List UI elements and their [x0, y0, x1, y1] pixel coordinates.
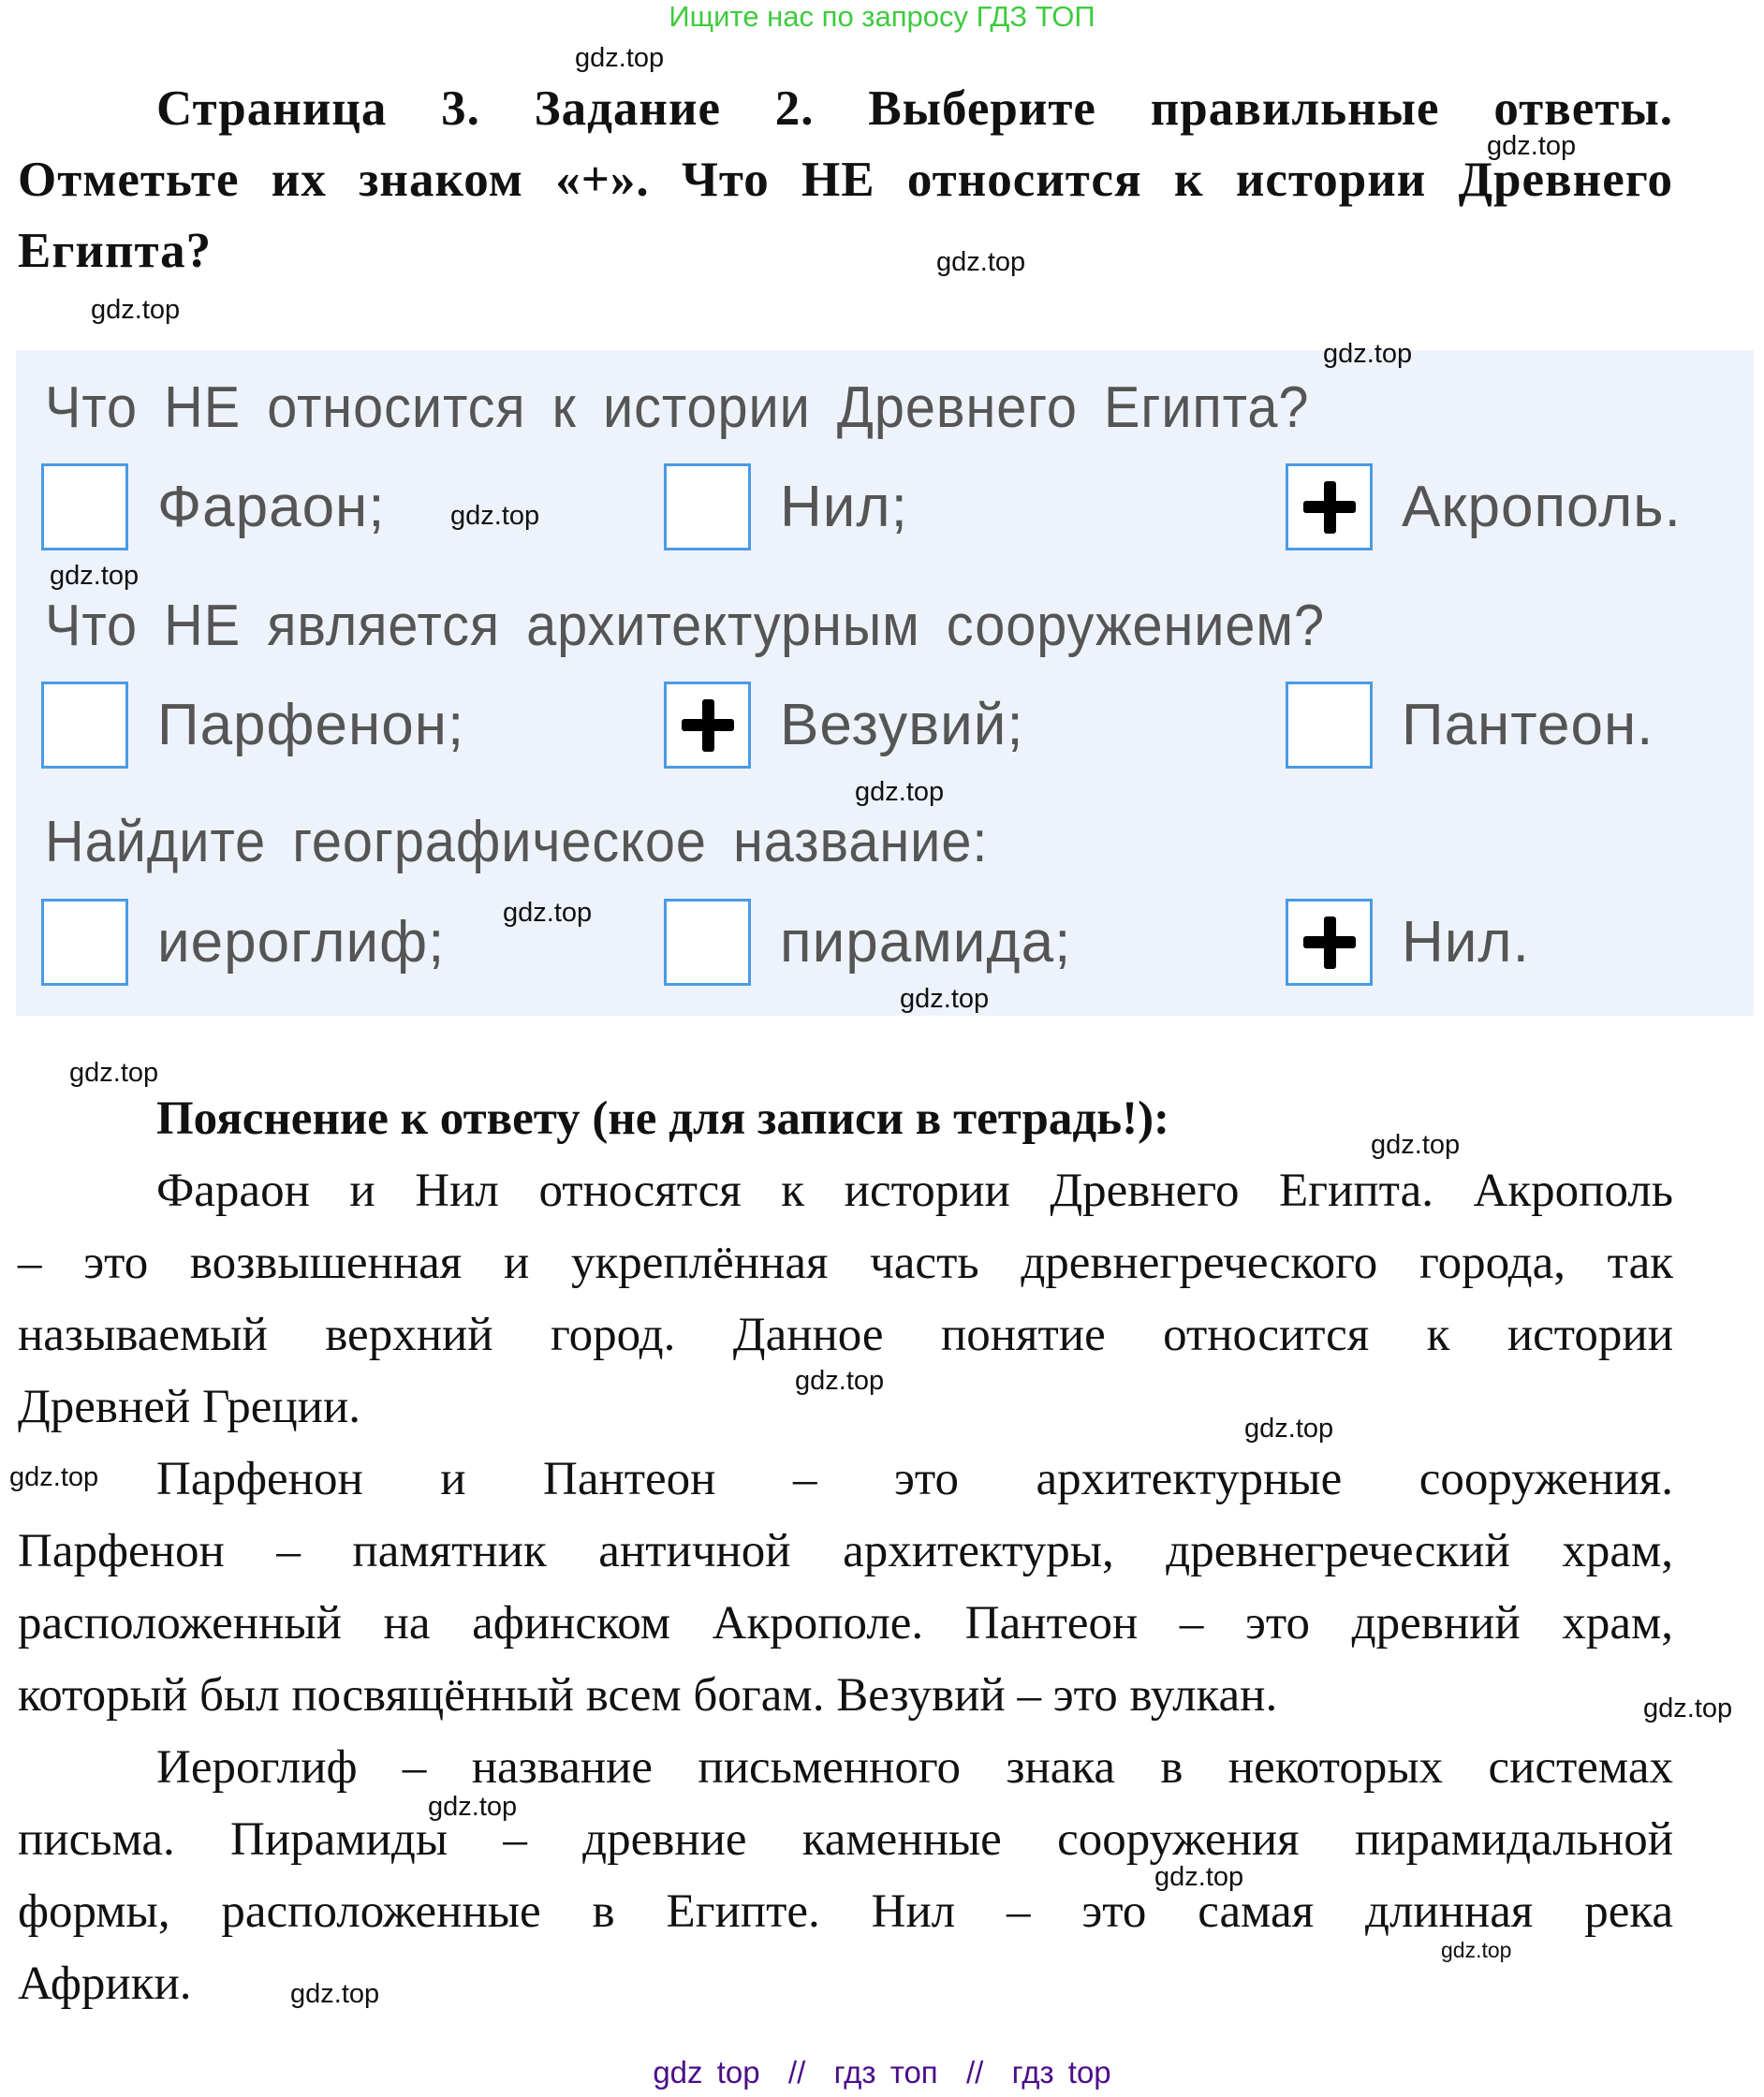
answer-checkbox[interactable]	[664, 899, 751, 986]
watermark-text: gdz.top	[69, 1058, 159, 1088]
answer-checkbox[interactable]	[664, 682, 751, 769]
answer-checkbox[interactable]	[1286, 463, 1373, 550]
watermark-text: gdz.top	[900, 984, 990, 1014]
answer-checkbox[interactable]	[664, 463, 751, 550]
answer-label: Нил;	[780, 475, 908, 539]
watermark-text: gdz.top	[575, 43, 665, 73]
answer-checkbox[interactable]	[41, 463, 128, 550]
explanation-heading: Пояснение к ответу (не для записи в тетрадь!):	[156, 1092, 1170, 1145]
watermark-text: gdz.top	[50, 561, 140, 591]
watermark-text: gdz.top	[1371, 1130, 1461, 1160]
title-line: Египта?	[18, 224, 213, 278]
explanation-line: Иероглиф – название письменного знака в некоторых системах	[156, 1741, 1673, 1794]
search-hint[interactable]: Ищите нас по запросу ГДЗ ТОП	[669, 0, 1095, 33]
answer-label: иероглиф;	[157, 910, 446, 975]
answer-label: Пантеон.	[1402, 693, 1654, 757]
answer-label: Акрополь.	[1402, 475, 1682, 539]
explanation-line: – это возвышенная и укреплённая часть древнегреческого города, так	[18, 1237, 1673, 1289]
answer-label: пирамида;	[780, 910, 1072, 975]
footer-links[interactable]: gdz top // гдз топ // гдз top	[653, 2055, 1111, 2090]
explanation-line: Древней Греции.	[18, 1381, 361, 1433]
answer-checkbox[interactable]	[1286, 682, 1373, 769]
explanation-line: письма. Пирамиды – древние каменные сооружения пирамидальной	[18, 1813, 1673, 1866]
answer-label: Везувий;	[780, 693, 1024, 757]
plus-mark-icon	[680, 697, 736, 754]
answer-checkbox[interactable]	[1286, 899, 1373, 986]
plus-mark-icon	[1301, 915, 1358, 971]
watermark-text: gdz.top	[1323, 339, 1413, 369]
explanation-line: Парфенон – памятник античной архитектуры, древнегреческий храм,	[18, 1525, 1673, 1577]
watermark-text: gdz.top	[503, 898, 593, 928]
question-text: Что НЕ является архитектурным сооружением?	[45, 594, 1325, 658]
explanation-line: формы, расположенные в Египте. Нил – это самая длинная река	[18, 1885, 1673, 1938]
answer-checkbox[interactable]	[41, 682, 128, 769]
watermark-text: gdz.top	[1441, 1938, 1512, 1962]
explanation-line: Африки.	[18, 1958, 192, 2010]
answer-label: Парфенон;	[157, 693, 465, 757]
answer-label: Фараон;	[157, 475, 386, 539]
watermark-text: gdz.top	[795, 1366, 885, 1396]
watermark-text: gdz.top	[450, 501, 540, 531]
explanation-line: расположенный на афинском Акрополе. Пантеон – это древний храм,	[18, 1597, 1673, 1650]
watermark-text: gdz.top	[855, 777, 945, 807]
question-text: Найдите географическое название:	[45, 810, 989, 874]
explanation-line: Парфенон и Пантеон – это архитектурные сооружения.	[156, 1453, 1673, 1505]
question-text: Что НЕ относится к истории Древнего Египта?	[45, 375, 1310, 440]
title-line: Страница 3. Задание 2. Выберите правильные ответы.	[156, 81, 1673, 136]
plus-mark-icon	[1301, 479, 1358, 535]
watermark-text: gdz.top	[1154, 1862, 1244, 1892]
explanation-line: называемый верхний город. Данное понятие относится к истории	[18, 1309, 1673, 1361]
title-line: Отметьте их знаком «+». Что НЕ относится к истории Древнего	[18, 153, 1673, 207]
watermark-text: gdz.top	[1244, 1414, 1334, 1444]
watermark-text: gdz.top	[428, 1792, 518, 1822]
watermark-text: gdz.top	[1487, 131, 1577, 161]
explanation-line: Фараон и Нил относятся к истории Древнего Египта. Акрополь	[156, 1165, 1673, 1217]
watermark-text: gdz.top	[290, 1979, 380, 2009]
watermark-text: gdz.top	[91, 295, 181, 325]
answer-checkbox[interactable]	[41, 899, 128, 986]
explanation-line: который был посвящённый всем богам. Везувий – это вулкан.	[18, 1669, 1278, 1722]
watermark-text: gdz.top	[936, 247, 1026, 277]
watermark-text: gdz.top	[9, 1462, 99, 1492]
answer-label: Нил.	[1402, 910, 1530, 975]
watermark-text: gdz.top	[1643, 1694, 1733, 1723]
